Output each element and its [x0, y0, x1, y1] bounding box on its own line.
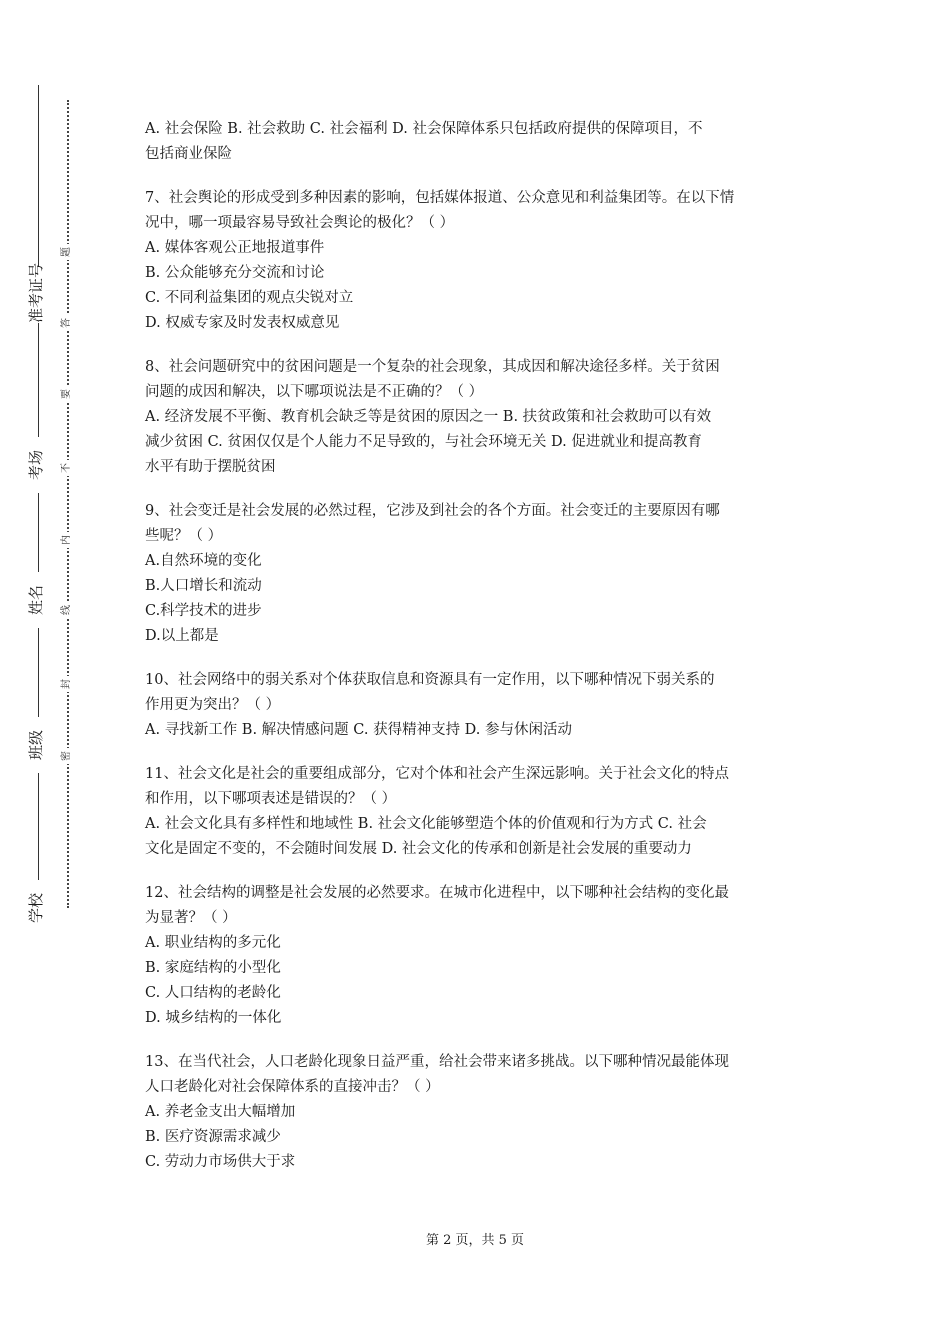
- page-number: 第 2 页，共 5 页: [425, 1233, 525, 1248]
- option-c: C.科学技术的进步: [145, 603, 262, 619]
- question-list: [145, 117, 810, 1194]
- seal-char: 答: [60, 315, 74, 331]
- question-11: [145, 762, 810, 862]
- question-line: A. 社会保险 B. 社会救助 C. 社会福利 D. 社会保障体系只包括政府提供的保障项目，不: [145, 121, 703, 137]
- option-a: A. 媒体客观公正地报道事件: [145, 240, 325, 256]
- options-line: A. 经济发展不平衡、教育机会缺乏等是贫困的原因之一 B. 扶贫政策和社会救助可以有效: [145, 409, 712, 425]
- question-stem: 8、社会问题研究中的贫困问题是一个复杂的社会现象，其成因和解决途径多样。关于贫困: [145, 359, 720, 375]
- question-stem: 为显著？（ ）: [145, 910, 237, 926]
- question-stem: 10、社会网络中的弱关系对个体获取信息和资源具有一定作用，以下哪种情况下弱关系的: [145, 672, 715, 688]
- option-b: B. 公众能够充分交流和讨论: [145, 265, 325, 281]
- option-b: B. 医疗资源需求减少: [145, 1129, 281, 1145]
- option-c: C. 不同利益集团的观点尖锐对立: [145, 290, 354, 306]
- option-c: C. 劳动力市场供大于求: [145, 1154, 296, 1170]
- question-stem: 12、社会结构的调整是社会发展的必然要求。在城市化进程中，以下哪种社会结构的变化最: [145, 885, 729, 901]
- question-9: [145, 499, 810, 649]
- option-a: A. 养老金支出大幅增加: [145, 1104, 296, 1120]
- question-stem: 作用更为突出？（ ）: [145, 697, 281, 713]
- question-8: [145, 355, 810, 480]
- field-exam-room-label: 考场: [26, 437, 46, 493]
- option-d: D.以上都是: [145, 628, 219, 644]
- field-class-label: 班级: [26, 717, 46, 773]
- options-line: 文化是固定不变的，不会随时间发展 D. 社会文化的传承和创新是社会发展的重要动力: [145, 841, 692, 857]
- question-stem: 些呢？（ ）: [145, 528, 223, 544]
- seal-char: 题: [60, 244, 74, 260]
- option-a: A.自然环境的变化: [145, 553, 262, 569]
- options-line: 减少贫困 C. 贫困仅仅是个人能力不足导致的，与社会环境无关 D. 促进就业和提高教育: [145, 434, 702, 450]
- question-line: 包括商业保险: [145, 146, 232, 162]
- question-13: [145, 1050, 810, 1175]
- question-6-continued: [145, 117, 810, 167]
- seal-char: 密: [60, 748, 74, 764]
- question-stem: 人口老龄化对社会保障体系的直接冲击？（ ）: [145, 1079, 440, 1095]
- question-stem: 11、社会文化是社会的重要组成部分，它对个体和社会产生深远影响。关于社会文化的特点: [145, 766, 729, 782]
- option-c: C. 人口结构的老龄化: [145, 985, 281, 1001]
- question-stem: 13、在当代社会，人口老龄化现象日益严重，给社会带来诸多挑战。以下哪种情况最能体现: [145, 1054, 729, 1070]
- question-stem: 况中，哪一项最容易导致社会舆论的极化？（ ）: [145, 215, 455, 231]
- seal-dotted-line: [67, 100, 69, 908]
- question-stem: 7、社会舆论的形成受到多种因素的影响，包括媒体报道、公众意见和利益集团等。在以下情: [145, 190, 735, 206]
- seal-char: 不: [60, 460, 74, 476]
- field-name-label: 姓名: [26, 572, 46, 628]
- option-a: A. 职业结构的多元化: [145, 935, 281, 951]
- option-b: B. 家庭结构的小型化: [145, 960, 281, 976]
- binding-solid-line: [38, 85, 39, 930]
- question-stem: 问题的成因和解决，以下哪项说法是不正确的？（ ）: [145, 384, 484, 400]
- question-12: [145, 881, 810, 1031]
- seal-char: 内: [60, 532, 74, 548]
- seal-char: 封: [60, 676, 74, 692]
- option-b: B.人口增长和流动: [145, 578, 262, 594]
- seal-char: 线: [60, 602, 74, 618]
- options-line: 水平有助于摆脱贫困: [145, 459, 276, 475]
- field-school-label: 学校: [26, 880, 46, 936]
- question-stem: 和作用，以下哪项表述是错误的？（ ）: [145, 791, 397, 807]
- field-exam-id-label: 准考证号: [27, 262, 45, 323]
- option-d: D. 权威专家及时发表权威意见: [145, 315, 340, 331]
- option-d: D. 城乡结构的一体化: [145, 1010, 282, 1026]
- question-stem: 9、社会变迁是社会发展的必然过程，它涉及到社会的各个方面。社会变迁的主要原因有哪: [145, 503, 720, 519]
- options-line: A. 社会文化具有多样性和地域性 B. 社会文化能够塑造个体的价值观和行为方式 C. 社会: [145, 816, 707, 832]
- question-7: [145, 186, 810, 336]
- options-line: A. 寻找新工作 B. 解决情感问题 C. 获得精神支持 D. 参与休闲活动: [145, 722, 573, 738]
- seal-char: 要: [60, 386, 74, 402]
- question-10: [145, 668, 810, 743]
